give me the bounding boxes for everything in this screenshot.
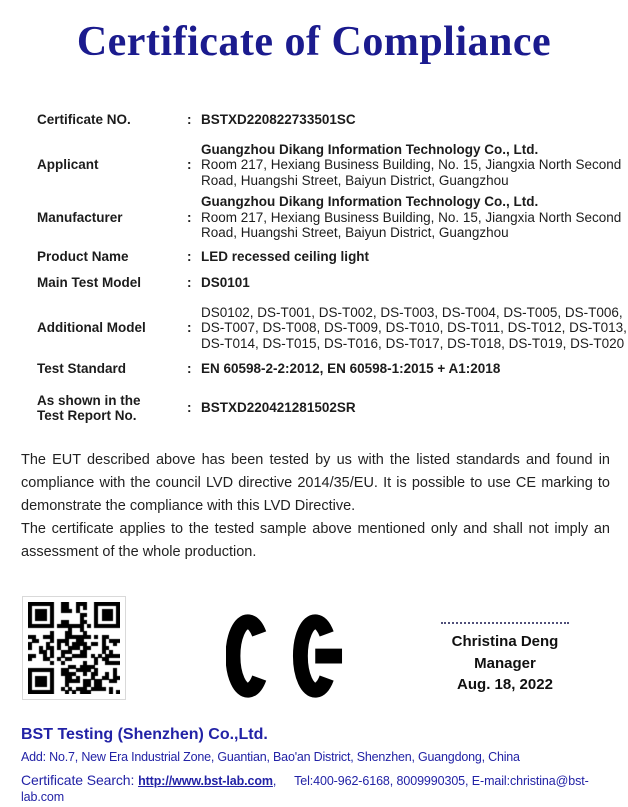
field-label: Product Name <box>37 248 129 264</box>
certificate-fields <box>37 112 627 424</box>
manufacturer-address-line: Road, Huangshi Street, Baiyun District, Guangzhou <box>201 225 509 240</box>
field-row-test-standard <box>37 361 599 377</box>
certificate-search-label: Certificate Search: <box>21 772 135 788</box>
field-label: Certificate NO. <box>37 112 131 127</box>
certificate-title: Certificate of Compliance <box>76 19 552 65</box>
signature-line <box>441 622 569 624</box>
field-label: Main Test Model <box>37 275 142 290</box>
qr-code <box>28 602 120 694</box>
colon: : <box>187 275 192 290</box>
signer-role: Manager <box>474 654 536 672</box>
field-label: Test Standard <box>37 361 127 376</box>
footer-contact-line <box>21 772 617 804</box>
ce-mark-icon <box>226 612 345 700</box>
lab-address: Add: No.7, New Era Industrial Zone, Guantian, Bao'an District, Shenzhen, Guangdong, China <box>21 750 520 764</box>
field-value: EN 60598-2-2:2012, EN 60598-1:2015 + A1:2018 <box>201 361 501 376</box>
comma: , <box>272 774 277 788</box>
field-label-line: As shown in the <box>37 392 141 408</box>
manufacturer-company: Guangzhou Dikang Information Technology Co., Ltd. <box>201 194 539 209</box>
field-value: LED recessed ceiling light <box>201 248 370 264</box>
field-value: DS0101 <box>201 275 250 290</box>
field-row-certificate-no <box>37 112 599 128</box>
additional-model-line: DS-T014, DS-T015, DS-T016, DS-T017, DS-T018, DS-T019, DS-T020 <box>201 335 625 351</box>
manufacturer-address-line: Room 217, Hexiang Business Building, No. 15, Jiangxia North Second <box>201 209 622 225</box>
field-row-product-name <box>37 249 599 265</box>
footer <box>21 726 617 804</box>
signature-block <box>438 622 572 696</box>
field-label: Additional Model <box>37 320 146 335</box>
applicant-address-line: Road, Huangshi Street, Baiyun District, Guangzhou <box>201 172 509 188</box>
colon: : <box>187 320 192 335</box>
field-label-line: Test Report No. <box>37 408 137 423</box>
colon: : <box>187 112 192 127</box>
applicant-address-line: Room 217, Hexiang Business Building, No. 15, Jiangxia North Second <box>201 157 622 172</box>
applicant-company: Guangzhou Dikang Information Technology Co., Ltd. <box>201 141 539 157</box>
colon: : <box>187 400 192 416</box>
field-label: Applicant <box>37 157 99 172</box>
lab-company-name: BST Testing (Shenzhen) Co.,Ltd. <box>21 726 268 743</box>
field-row-additional-model <box>37 304 627 352</box>
field-label <box>37 393 187 424</box>
colon: : <box>187 209 192 225</box>
additional-model-line: DS-T007, DS-T008, DS-T009, DS-T010, DS-T011, DS-T012, DS-T013, <box>201 320 627 335</box>
colon: : <box>187 157 192 172</box>
certificate-search-link[interactable]: http://www.bst-lab.com <box>138 774 273 788</box>
colon: : <box>187 361 192 376</box>
statement-paragraph: The EUT described above has been tested by us with the listed standards and found in compliance with the council LVD directive 2014/35/EU. It is possible to use CE marking to demonstrate the compliance with this LVD Directive. <box>21 452 610 514</box>
statement-paragraph: The certificate applies to the tested sample above mentioned only and shall not imply an assessment of the whole production. <box>21 521 610 560</box>
lab-contact-info: Tel:400-962-6168, 8009990305, E-mail:christina@bst-lab.com <box>21 774 589 804</box>
field-row-manufacturer <box>37 194 622 241</box>
field-value: BSTXD220421281502SR <box>201 400 356 416</box>
qr-code-frame <box>22 596 126 700</box>
additional-model-line: DS0102, DS-T001, DS-T002, DS-T003, DS-T004, DS-T005, DS-T006, <box>201 304 623 320</box>
field-row-main-test-model <box>37 275 599 291</box>
issue-date: Aug. 18, 2022 <box>457 676 553 693</box>
signer-name: Christina Deng <box>451 633 559 650</box>
compliance-statement <box>21 449 610 564</box>
field-label: Manufacturer <box>37 209 123 225</box>
field-row-test-report-no <box>37 393 599 424</box>
field-value: BSTXD220822733501SC <box>201 112 356 127</box>
colon: : <box>187 248 192 264</box>
field-row-applicant <box>37 141 622 189</box>
